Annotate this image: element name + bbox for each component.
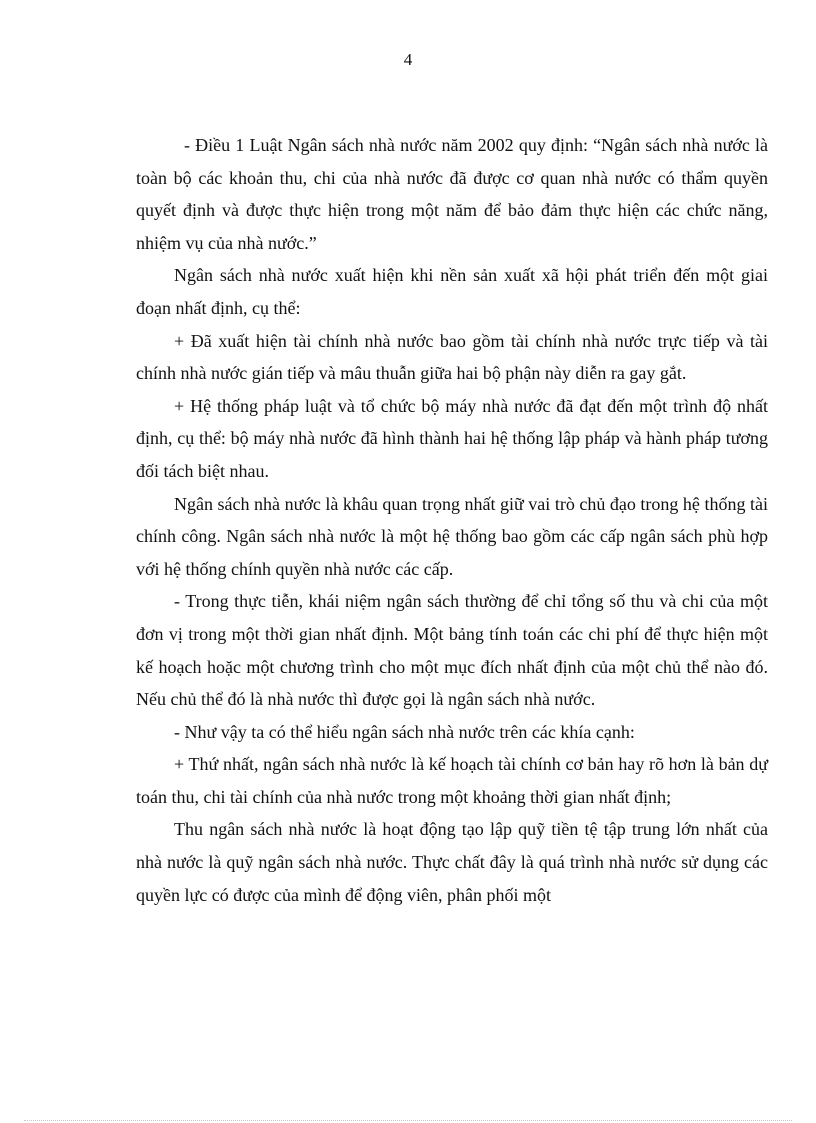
- paragraph-budget-revenue: Thu ngân sách nhà nước là hoạt động tạo lập quỹ tiền tệ tập trung lớn nhất của nhà nước là quỹ ngân sách nhà nước. Thực chất đây là quá trình nhà nước sử dụng các quyền lực có được của mình để động viên, phân phối một: [136, 819, 768, 905]
- paragraph-aspect-first: + Thứ nhất, ngân sách nhà nước là kế hoạch tài chính cơ bản hay rõ hơn là bản dự toán thu, chi tài chính của nhà nước trong một khoảng thời gian nhất định;: [136, 754, 768, 807]
- document-body: [136, 129, 768, 911]
- paragraph-key-role: Ngân sách nhà nước là khâu quan trọng nhất giữ vai trò chủ đạo trong hệ thống tài chính công. Ngân sách nhà nước là một hệ thống bao gồm các cấp ngân sách phù hợp với hệ thống chính quyền nhà nước các cấp.: [136, 493, 768, 579]
- page-number: 4: [403, 50, 413, 69]
- paragraph-practical-concept: - Trong thực tiễn, khái niệm ngân sách thường để chỉ tổng số thu và chi của một đơn vị trong một thời gian nhất định. Một bảng tính toán các chi phí để thực hiện một kế hoạch hoặc một chương trình cho một mục đích nhất định của một chủ thể nào đó. Nếu chủ thể đó là nhà nước thì được gọi là ngân sách nhà nước.: [136, 591, 768, 710]
- paragraph-article-1-definition: - Điều 1 Luật Ngân sách nhà nước năm 2002 quy định: “Ngân sách nhà nước là toàn bộ các khoản thu, chi của nhà nước đã được cơ quan nhà nước có thẩm quyền quyết định và được thực hiện trong một năm để bảo đảm thực hiện các chức năng, nhiệm vụ của nhà nước.”: [136, 135, 768, 253]
- paragraph-emergence-conditions: Ngân sách nhà nước xuất hiện khi nền sản xuất xã hội phát triển đến một giai đoạn nhất định, cụ thể:: [136, 265, 768, 318]
- page-bottom-divider: [24, 1120, 792, 1121]
- paragraph-aspects-intro: - Như vậy ta có thể hiểu ngân sách nhà nước trên các khía cạnh:: [174, 721, 635, 742]
- paragraph-condition-legal-system: + Hệ thống pháp luật và tổ chức bộ máy nhà nước đã đạt đến một trình độ nhất định, cụ thể: bộ máy nhà nước đã hình thành hai hệ thống lập pháp và hành pháp tương đối tách biệt nhau.: [136, 395, 768, 481]
- paragraph-condition-public-finance: + Đã xuất hiện tài chính nhà nước bao gồm tài chính nhà nước trực tiếp và tài chính nhà nước gián tiếp và mâu thuẫn giữa hai bộ phận này diễn ra gay gắt.: [136, 330, 768, 384]
